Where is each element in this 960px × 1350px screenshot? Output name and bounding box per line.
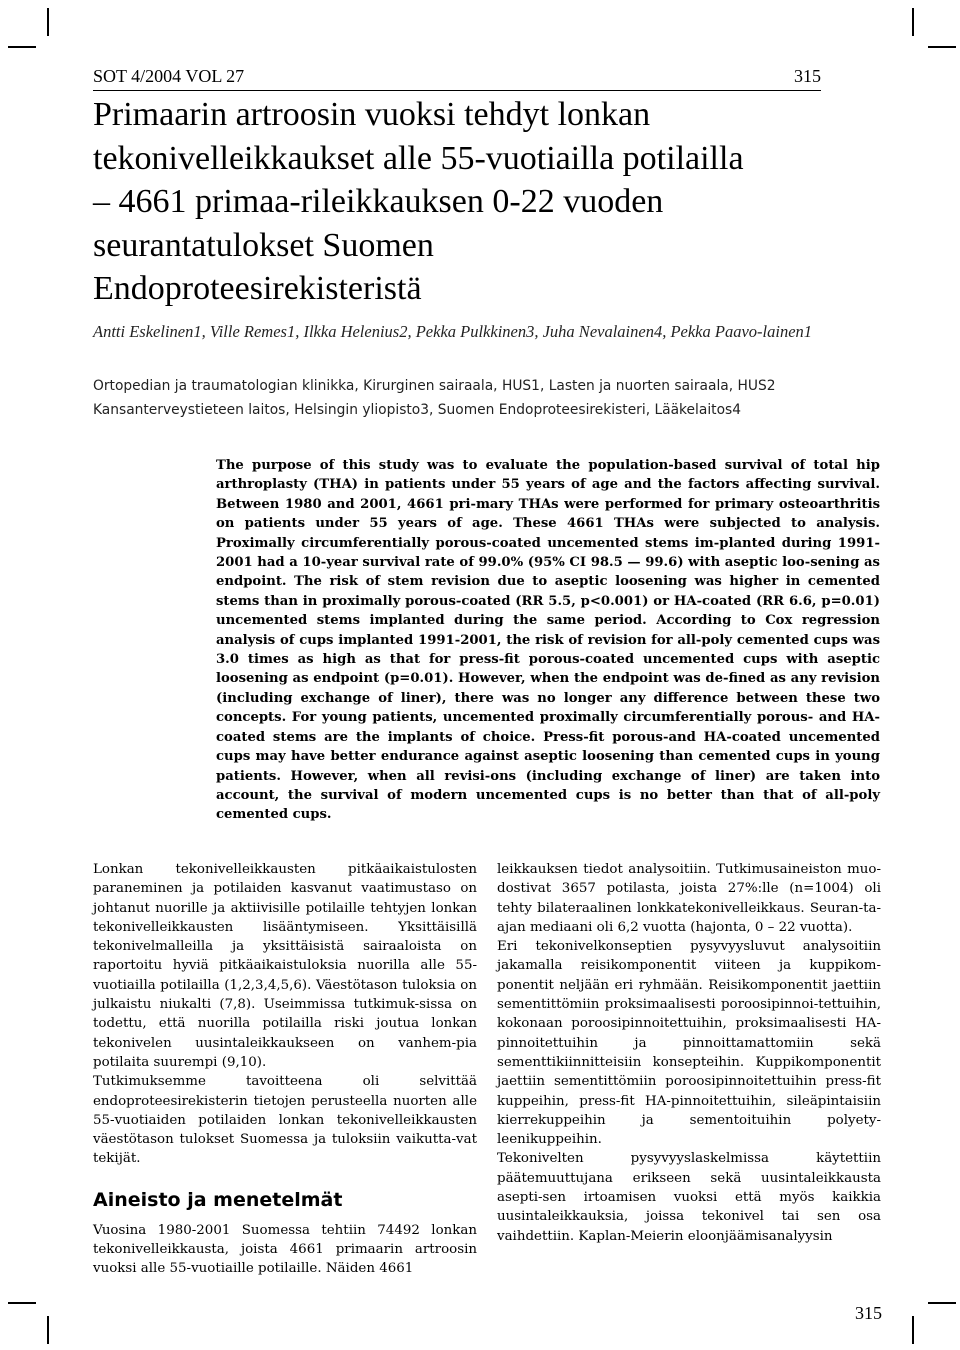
crop-mark-bottom-right	[912, 1316, 914, 1344]
header-page-number: 315	[794, 66, 821, 86]
body-paragraph: Vuosina 1980-2001 Suomessa tehtiin 74492 lonkan tekonivelleikkausta, joista 4661 primaarin artroosin vuoksi alle 55-vuotiaille potilaille. Näiden 4661	[93, 1222, 477, 1277]
title-line: tekonivelleikkaukset alle 55-vuotiailla potilailla	[93, 139, 744, 177]
title-line: Primaarin artroosin vuoksi tehdyt lonkan	[93, 96, 651, 133]
body-paragraph: Lonkan tekonivelleikkausten pitkäaikaistulosten paraneminen ja potilaiden kasvanut vaatimustaso on johtanut nuorille ja aktiivisille potilaille tehtyjen lonkan tekonivelleikkausten lisääntymiseen. Yksittäisillä tekonivelmalleilla ja yksittäisistä sairaaloista on raportoitu hyviä pitkäaikaistuloksia nuorilla alle 55-vuotiailla potilailla (1,2,3,4,5,6). Väestötason tuloksia on julkaistu niukalti (7,8). Useimmissa tutkimuk-sissa on todettu, että nuorilla potilailla riski joutua lonkan tekonivelen uusintaleikkaukseen on vanhem-pia potilaita suurempi (9,10).	[93, 862, 477, 1070]
footer-page-number: 315	[855, 1303, 882, 1323]
crop-mark-top-right-h	[928, 46, 956, 48]
affiliations	[93, 374, 873, 422]
crop-mark-bottom-left	[47, 1316, 49, 1344]
body-column-left	[93, 860, 477, 1279]
crop-mark-bottom-right-h	[928, 1302, 956, 1304]
body-paragraph: leikkauksen tiedot analysoitiin. Tutkimusaineiston muo-dostivat 3657 potilasta, joista 27%:lle (n=1004) oli tehty bilateraalinen lonkkatekonivelleikkaus. Seuran-ta-ajan mediaani oli 6,2 vuotta (hajonta, 0 – 22 vuotta).	[497, 862, 881, 935]
body-paragraph: Eri tekonivelkonseptien pysyvyysluvut analysoitiin jakamalla reisikomponentit viiteen ja kuppikom-ponentit neljään eri ryhmään. Reisikomponentit jaettiin sementittömiin proksimaalisesti poroosipinnoi-tettuihin, kokonaan poroosipinnoitettuihin, proksimaalisesti HA-pinnoitettuihin ja pinnoittamattomiin sekä sementtikiinnitteisiin konsepteihin. Kuppikomponentit jaettiin sementittömiin poroosipinnoitettuihin press-fit kuppeihin, press-fit HA-pinnoitettuihin, sileäpintaisiin kierrekuppeihin ja sementoituihin polyety-leenikuppeihin.	[497, 939, 881, 1148]
body-paragraph: Tekonivelten pysyvyyslaskelmissa käytettiin päätemuuttujana erikseen sekä uusintaleikkausta asepti-sen irtoamisen vuoksi että myös kaikkia uusintaleikkauksia, joissa tekonivel tai sen osa vaihdettiin. Kaplan-Meierin eloonjäämisanalyysin	[497, 1151, 881, 1244]
crop-mark-bottom-left-h	[8, 1302, 36, 1304]
affiliation-line: Ortopedian ja traumatologian klinikka, Kirurginen sairaala, HUS1, Lasten ja nuorten sairaala, HUS2	[93, 378, 776, 394]
title-line: – 4661 primaa-rileikkauksen 0-22 vuoden	[93, 183, 664, 220]
author-list: Antti Eskelinen1, Ville Remes1, Ilkka Helenius2, Pekka Pulkkinen3, Juha Nevalainen4, Pekka Paavo-lainen1	[93, 322, 813, 341]
body-column-right	[497, 860, 881, 1246]
crop-mark-top-left	[47, 8, 49, 36]
body-paragraph: Tutkimuksemme tavoitteena oli selvittää endoproteesirekisterin tietojen perusteella nuorten alle 55-vuotiaiden potilaiden lonkan tekonivelleikkausten väestötason tulokset Suomessa ja tuloksiin vaikutta-vat tekijät.	[93, 1074, 477, 1167]
section-heading: Aineisto ja menetelmät	[93, 1188, 343, 1211]
crop-mark-top-left-h	[8, 46, 36, 48]
title-line: Endoproteesirekisteristä	[93, 270, 422, 307]
title-line: seurantatulokset Suomen	[93, 226, 434, 264]
running-header	[93, 64, 821, 91]
article-title	[93, 93, 873, 311]
journal-reference: SOT 4/2004 VOL 27	[93, 66, 245, 86]
abstract: The purpose of this study was to evaluate the population-based survival of total hip arthroplasty (THA) in patients under 55 years of age and the factors affecting survival. Between 1980 and 2001, 4661 pri-mary THAs were performed for primary osteoarthritis on patients under 55 years of age. These 4661 THAs were subjected to analysis. Proximally circumferentially porous-coated uncemented stems im-planted during 1991-2001 had a 10-year survival rate of 99.0% (95% CI 98.5 — 99.6) with aseptic loo-sening as endpoint. The risk of stem revision due to aseptic loosening was higher in cemented stems than in proximally porous-coated (RR 5.5, p<0.001) or HA-coated (RR 6.6, p=0.01) uncemented stems implanted during the same period. According to Cox regression analysis of cups implanted 1991-2001, the risk of revision for all-poly cemented cups was 3.0 times as high as that for press-fit porous-coated uncemented cups with aseptic loosening as endpoint (p=0.01). However, when the endpoint was de-fined as any revision (including exchange of liner), there was no longer any difference between these two concepts. For young patients, uncemented proximally circumferentially porous- and HA-coated stems are the implants of choice. Press-fit porous-and HA-coated uncemented cups may have better endurance against aseptic loosening than cemented cups in young patients. However, when all revisi-ons (including exchange of liner) are taken into account, the survival of modern uncemented cups is no better than that of all-poly cemented cups.	[216, 458, 880, 823]
crop-mark-top-right	[912, 8, 914, 36]
affiliation-line: Kansanterveystieteen laitos, Helsingin yliopisto3, Suomen Endoproteesirekisteri, Lääkelaitos4	[93, 402, 741, 418]
